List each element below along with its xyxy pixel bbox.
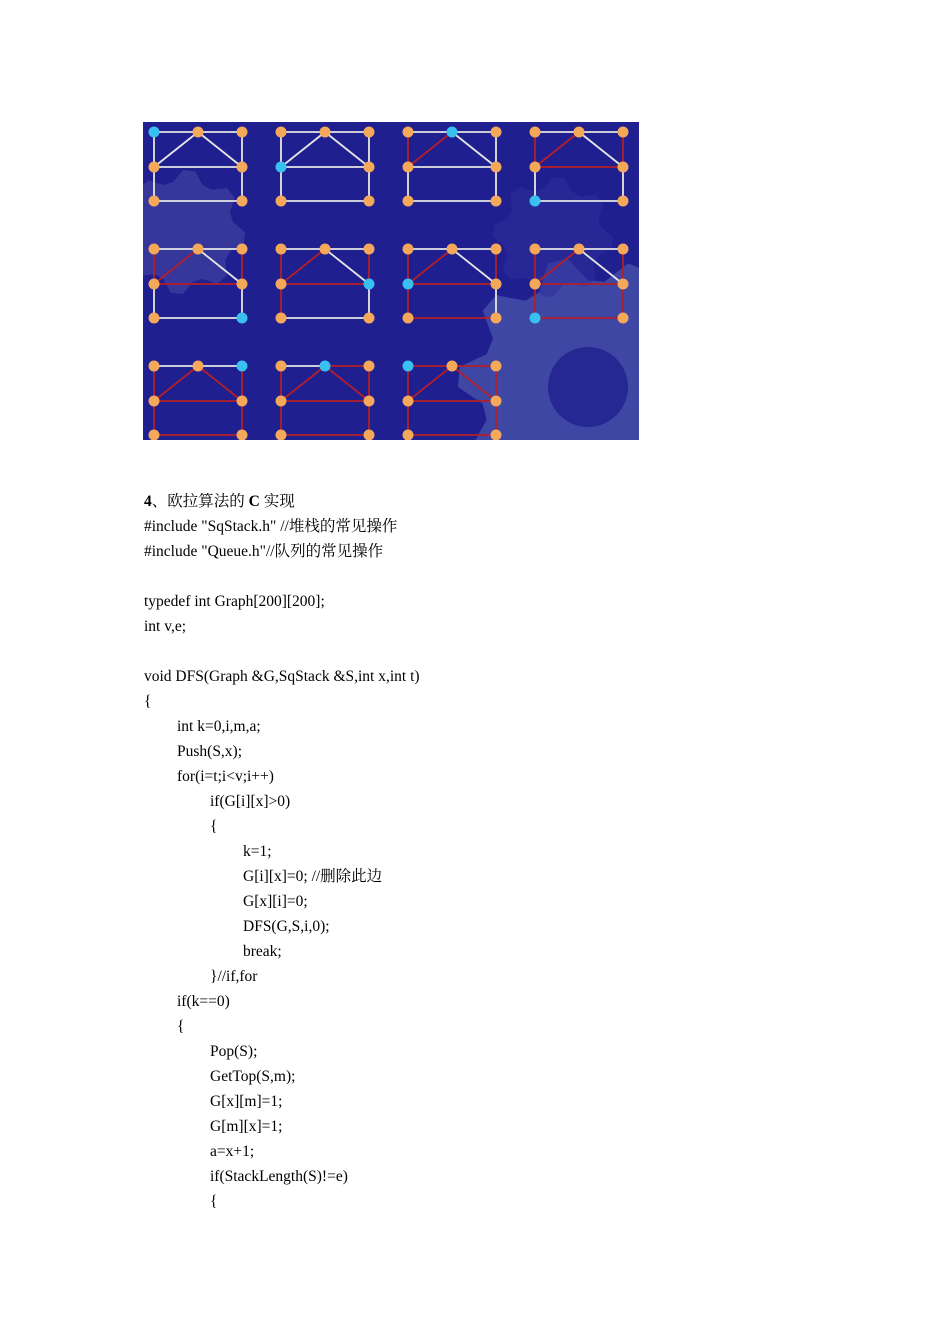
graph-node [149, 430, 160, 441]
code-line: #include "SqStack.h" //堆栈的常见操作 [144, 518, 398, 535]
graph-node [193, 361, 204, 372]
graph-node [618, 313, 629, 324]
graph-node [530, 162, 541, 173]
code-line: { [210, 1193, 218, 1210]
graph-node [149, 279, 160, 290]
graph-node [530, 127, 541, 138]
code-line: #include "Queue.h"//队列的常见操作 [144, 543, 384, 560]
graph-node [149, 196, 160, 207]
graph-node [149, 162, 160, 173]
graph-node [237, 162, 248, 173]
graph-node [320, 127, 331, 138]
code-line: k=1; [243, 843, 272, 860]
graph-node [364, 196, 375, 207]
graph-node [320, 361, 331, 372]
code-line: for(i=t;i<v;i++) [177, 768, 274, 785]
graph-node [618, 127, 629, 138]
graph-node [491, 313, 502, 324]
graph-node [237, 244, 248, 255]
graph-node [149, 361, 160, 372]
graph-node [491, 361, 502, 372]
graph-node [447, 244, 458, 255]
graph-node [530, 279, 541, 290]
code-line: }//if,for [210, 968, 258, 985]
code-line: void DFS(Graph &G,SqStack &S,int x,int t) [144, 668, 420, 685]
graph-node [618, 196, 629, 207]
code-line: break; [243, 943, 282, 960]
graph-node [193, 244, 204, 255]
code-line: G[x][i]=0; [243, 893, 308, 910]
gear-icon [493, 177, 613, 297]
code-line: if(G[i][x]>0) [210, 793, 291, 810]
code-line: Push(S,x); [177, 743, 243, 760]
graph-node [364, 162, 375, 173]
graph-node [276, 279, 287, 290]
graph-node [276, 396, 287, 407]
graph-node [491, 244, 502, 255]
graph-node [403, 361, 414, 372]
graph-node [276, 313, 287, 324]
graph-node [237, 127, 248, 138]
graph-node [276, 127, 287, 138]
code-line: if(k==0) [177, 993, 230, 1010]
graph-node [491, 430, 502, 441]
graph-node [364, 361, 375, 372]
graph-node [237, 361, 248, 372]
graph-node [403, 196, 414, 207]
graph-node [237, 430, 248, 441]
graph-node [530, 244, 541, 255]
code-line: GetTop(S,m); [210, 1068, 296, 1085]
graph-node [491, 279, 502, 290]
code-line: { [210, 818, 218, 835]
code-line: int v,e; [144, 618, 187, 635]
graph-node [574, 244, 585, 255]
code-line: G[x][m]=1; [210, 1093, 283, 1110]
graph-node [237, 279, 248, 290]
graph-node [403, 313, 414, 324]
graph-node [364, 279, 375, 290]
graph-node [364, 244, 375, 255]
graph-node [403, 279, 414, 290]
graph-node [276, 196, 287, 207]
graph-node [276, 162, 287, 173]
section-heading: 4、欧拉算法的 C 实现 [144, 493, 295, 510]
code-listing [144, 514, 904, 1214]
euler-traversal-svg [143, 122, 639, 440]
graph-node [364, 127, 375, 138]
graph-node [403, 127, 414, 138]
graph-node [364, 313, 375, 324]
graph-node [149, 313, 160, 324]
graph-node [193, 127, 204, 138]
graph-node [149, 396, 160, 407]
code-line: typedef int Graph[200][200]; [144, 593, 325, 610]
code-line: DFS(G,S,i,0); [243, 918, 330, 935]
gear-hub [548, 347, 628, 427]
graph-node [574, 127, 585, 138]
graph-node [618, 244, 629, 255]
graph-node [618, 279, 629, 290]
graph-node [403, 244, 414, 255]
code-line [144, 564, 904, 589]
graph-node [237, 196, 248, 207]
code-line: a=x+1; [210, 1143, 255, 1160]
graph-node [447, 361, 458, 372]
graph-node [364, 396, 375, 407]
graph-node [491, 196, 502, 207]
graph-node [530, 313, 541, 324]
graph-node [403, 396, 414, 407]
code-line: Pop(S); [210, 1043, 258, 1060]
graph-node [276, 430, 287, 441]
code-line: int k=0,i,m,a; [177, 718, 261, 735]
graph-node [276, 361, 287, 372]
graph-node [530, 196, 541, 207]
graph-node [491, 127, 502, 138]
graph-node [320, 244, 331, 255]
graph-node [276, 244, 287, 255]
graph-node [491, 162, 502, 173]
graph-node [618, 162, 629, 173]
graph-node [403, 430, 414, 441]
graph-node [149, 244, 160, 255]
graph-node [237, 313, 248, 324]
euler-traversal-figure [143, 122, 639, 440]
document-body [144, 489, 904, 1214]
code-line: if(StackLength(S)!=e) [210, 1168, 348, 1185]
graph-node [491, 396, 502, 407]
graph-node [237, 396, 248, 407]
code-line: { [177, 1018, 185, 1035]
code-line: G[m][x]=1; [210, 1118, 283, 1135]
code-line: { [144, 693, 152, 710]
graph-node [403, 162, 414, 173]
graph-node [447, 127, 458, 138]
code-line: G[i][x]=0; //删除此边 [243, 868, 383, 885]
graph-node [364, 430, 375, 441]
graph-node [149, 127, 160, 138]
code-line [144, 639, 904, 664]
